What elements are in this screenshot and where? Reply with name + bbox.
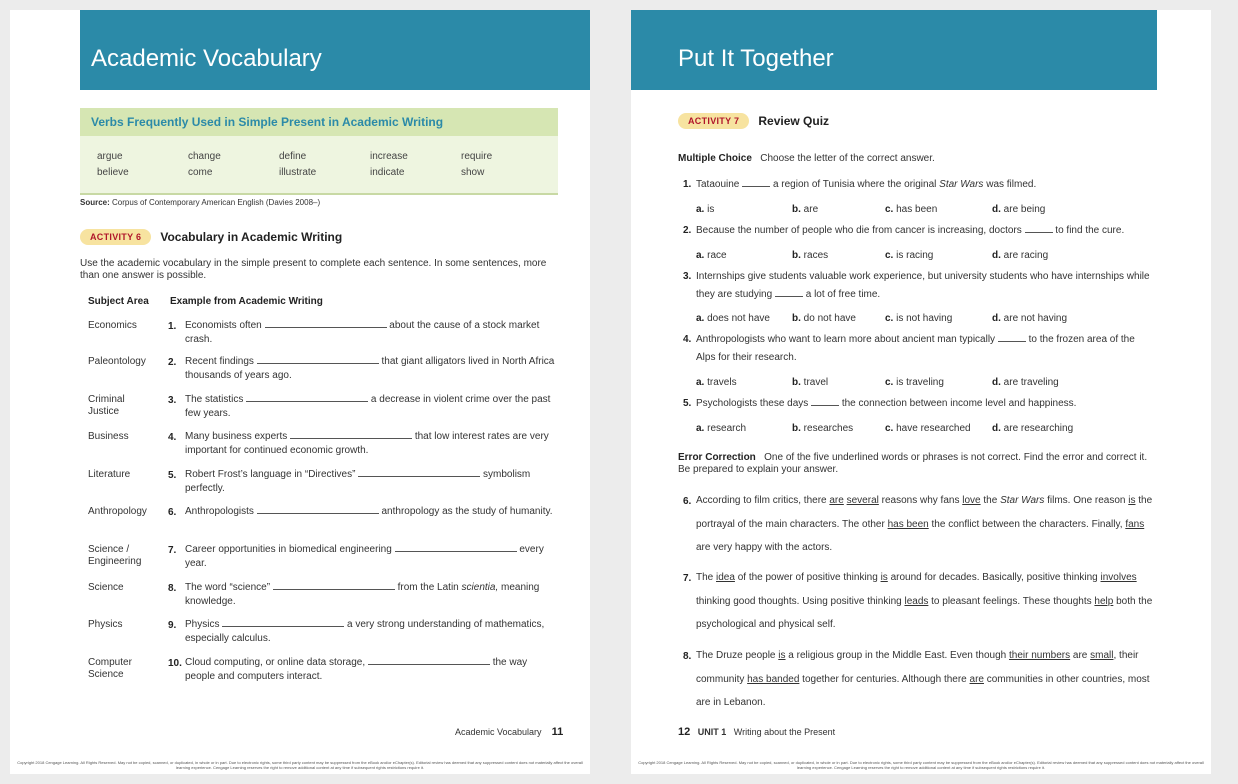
subject-area: Computer Science: [88, 657, 132, 680]
question-number: 2.: [683, 225, 692, 236]
option-letter: b.: [792, 250, 801, 261]
sentence-start: Economists often: [185, 320, 262, 331]
page-number: 12: [678, 726, 691, 738]
option-letter: a.: [696, 377, 705, 388]
subject-area: Anthropology: [88, 506, 147, 517]
question-part: Because the number of people who die from cancer is increasing, doctors: [696, 225, 1022, 236]
option-text: travels: [707, 377, 737, 388]
sentence-end: a very strong understanding of mathematics, especially calculus.: [185, 619, 545, 644]
passage-text: films. One reason: [1044, 495, 1129, 506]
ec-label: Error Correction: [678, 452, 756, 463]
example-sentence: [185, 505, 557, 519]
activity-header: [80, 229, 342, 245]
passage-text: The Druze people: [696, 650, 779, 661]
option-letter: c.: [885, 250, 894, 261]
question-number: 4.: [683, 334, 692, 345]
example-sentence: [185, 543, 557, 571]
sentence-end: the way people and computers interact.: [185, 657, 528, 682]
option-letter: d.: [992, 250, 1001, 261]
sentence-end: a decrease in violent crime over the past few years.: [185, 394, 551, 419]
answer-option: [792, 423, 853, 434]
answer-options: [696, 204, 1156, 218]
option-letter: d.: [992, 423, 1001, 434]
vocab-word: come: [188, 167, 213, 178]
example-sentence: [185, 393, 557, 421]
answer-option: [696, 313, 770, 324]
answer-option: [885, 250, 933, 261]
activity-title: Vocabulary in Academic Writing: [160, 230, 343, 244]
subject-area: Physics: [88, 619, 123, 630]
item-number: 9.: [168, 620, 177, 631]
vocab-word: increase: [370, 151, 408, 162]
vocab-word: require: [461, 151, 493, 162]
underlined-phrase: involves: [1100, 572, 1137, 583]
passage-text: to pleasant feelings. These thoughts: [928, 595, 1095, 607]
option-text: are not having: [1003, 313, 1068, 324]
source-text: Corpus of Contemporary American English (Davies 2008–): [112, 198, 321, 207]
option-text: is racing: [896, 250, 934, 261]
column-header-subject: Subject Area: [88, 296, 149, 307]
passage-text: the conflict between the characters. Finally,: [928, 518, 1126, 530]
answer-blank: [273, 581, 395, 590]
example-sentence: [185, 656, 557, 684]
option-text: researches: [803, 423, 854, 434]
unit-label: UNIT 1: [697, 727, 727, 737]
answer-option: [792, 204, 818, 215]
multiple-choice-heading: [678, 153, 1148, 165]
sentence-end: every year.: [185, 544, 544, 569]
sentence-start: The word “science”: [185, 582, 271, 593]
copyright-notice: Copyright 2018 Cengage Learning. All Rights Reserved. May not be copied, scanned, or duplicated, in whole or in part. Due to electronic rights, some third party content may be suppressed from the eBook and/or eChapter(s). Editorial review has deemed that any suppressed content does not materially affect the overall learning experience. Cengage Learning reserves the right to remove additional content at any time if subsequent rights restrictions require it.: [638, 760, 1204, 770]
sentence-end: from the Latin: [397, 582, 459, 593]
sentence-end-2: meaning knowledge.: [185, 582, 540, 607]
option-letter: a.: [696, 204, 705, 215]
subject-area: Business: [88, 431, 129, 442]
footer-label: Academic Vocabulary: [455, 727, 542, 737]
copyright-notice: Copyright 2018 Cengage Learning. All Rights Reserved. May not be copied, scanned, or duplicated, in whole or in part. Due to electronic rights, some third party content may be suppressed from the eBook and/or eChapter(s). Editorial review has deemed that any suppressed content does not materially affect the overall learning experience. Cengage Learning reserves the right to remove additional content at any time if subsequent rights restrictions require it.: [17, 760, 583, 770]
question-part: Tataouine: [696, 179, 740, 190]
answer-option: [696, 377, 737, 388]
sentence-start: Robert Frost’s language in “Directives”: [185, 469, 356, 480]
underlined-phrase: their numbers: [1009, 650, 1071, 661]
answer-blank: [368, 656, 490, 665]
sentence-end: that low interest rates are very important for continued economic growth.: [185, 431, 549, 456]
passage-text: around for decades. Basically, positive thinking: [887, 572, 1101, 583]
sentence-end: that giant alligators lived in North Africa thousands of years ago.: [185, 356, 555, 381]
underlined-phrase: fans: [1125, 518, 1145, 530]
example-sentence: [185, 430, 557, 458]
option-letter: a.: [696, 423, 705, 434]
passage-text: both the psychological and physical self.: [696, 595, 1153, 630]
example-sentence: [185, 618, 557, 646]
vocab-box-title: Verbs Frequently Used in Simple Present in Academic Writing: [80, 108, 558, 136]
passage-text: communities in other countries, most are in Lebanon.: [696, 673, 1150, 708]
sentence-end: symbolism perfectly.: [185, 469, 531, 494]
option-text: research: [707, 423, 747, 434]
option-letter: d.: [992, 313, 1001, 324]
option-letter: a.: [696, 250, 705, 261]
question-number: 8.: [683, 651, 692, 662]
left-page: [10, 10, 590, 774]
answer-blank: [811, 397, 839, 406]
page-title: Academic Vocabulary: [80, 10, 590, 90]
answer-blank: [290, 430, 412, 439]
option-text: are traveling: [1003, 377, 1059, 388]
mc-instructions: Choose the letter of the correct answer.: [760, 153, 935, 164]
passage-text: the: [980, 495, 1001, 506]
passage-text: of the power of positive thinking: [734, 572, 881, 583]
item-number: 1.: [168, 321, 177, 332]
underlined-phrase: small: [1090, 650, 1114, 661]
item-number: 5.: [168, 470, 177, 481]
answer-options: [696, 250, 1156, 264]
underlined-phrase: are: [969, 673, 984, 685]
underlined-phrase: love: [962, 495, 981, 506]
error-correction-passage: [696, 489, 1156, 560]
option-text: are: [803, 204, 819, 215]
ec-instructions: One of the five underlined words or phrases is not correct. Find the error and correct it. Be prepared to explain your answer.: [678, 452, 1148, 475]
vocab-word: illustrate: [279, 167, 317, 178]
error-correction-passage: [696, 644, 1156, 715]
subject-area: Science / Engineering: [88, 544, 142, 567]
sentence-end: about the cause of a stock market crash.: [185, 320, 540, 345]
passage-text: reasons why fans: [878, 495, 963, 506]
question-part: Psychologists these days: [696, 398, 809, 409]
question-text: [696, 268, 1156, 304]
question-part: Anthropologists who want to learn more about ancient man typically: [696, 334, 996, 345]
passage-text: are: [1070, 650, 1091, 661]
source-label: Source:: [80, 198, 110, 207]
option-letter: b.: [792, 423, 801, 434]
answer-option: [792, 377, 828, 388]
underlined-phrase: idea: [716, 572, 735, 583]
item-number: 6.: [168, 507, 177, 518]
question-text: [696, 222, 1156, 240]
subject-area: Literature: [88, 469, 131, 480]
underlined-phrase: are: [829, 495, 844, 506]
example-sentence: [185, 581, 557, 609]
question-number: 7.: [683, 573, 692, 584]
example-sentence: [185, 319, 557, 347]
question-part: was filmed.: [986, 179, 1037, 190]
underlined-phrase: help: [1094, 595, 1114, 607]
question-text: [696, 176, 1156, 194]
vocab-word: argue: [97, 151, 123, 162]
underlined-phrase: has banded: [747, 673, 800, 685]
sentence-start: Career opportunities in biomedical engineering: [185, 544, 392, 555]
answer-blank: [358, 468, 480, 477]
answer-option: [992, 204, 1045, 215]
answer-blank: [395, 543, 517, 552]
subject-area: Paleontology: [88, 356, 146, 367]
page-number: 11: [551, 726, 564, 738]
unit-title: Writing about the Present: [733, 727, 836, 737]
answer-options: [696, 377, 1156, 391]
vocab-box: [80, 108, 558, 195]
answer-option: [992, 250, 1048, 261]
passage-text: According to film critics, there: [696, 495, 830, 506]
activity-instructions: Use the academic vocabulary in the simple present to complete each sentence. In some sentences, more than one answer is possible.: [80, 258, 547, 281]
question-number: 5.: [683, 398, 692, 409]
underlined-phrase: has been: [887, 518, 929, 530]
question-part: a region of Tunisia where the original: [772, 179, 937, 190]
answer-blank: [742, 178, 770, 187]
sentence-start: Physics: [185, 619, 220, 630]
page-footer: [455, 726, 563, 738]
vocab-word-grid: [80, 136, 558, 194]
subject-area: Economics: [88, 320, 137, 331]
answer-option: [696, 204, 714, 215]
answer-option: [792, 250, 828, 261]
passage-text: a religious group in the Middle East. Even though: [785, 650, 1009, 661]
activity-title: Review Quiz: [758, 114, 830, 128]
option-letter: c.: [885, 423, 894, 434]
question-part: the connection between income level and happiness.: [841, 398, 1077, 409]
option-letter: b.: [792, 313, 801, 324]
item-number: 8.: [168, 583, 177, 594]
option-letter: d.: [992, 204, 1001, 215]
example-sentence: [185, 468, 557, 496]
option-text: are researching: [1003, 423, 1074, 434]
option-letter: b.: [792, 377, 801, 388]
item-number: 4.: [168, 432, 177, 443]
passage-text: , their community: [696, 650, 1139, 685]
underlined-phrase: leads: [904, 595, 929, 607]
answer-option: [792, 313, 856, 324]
answer-blank: [257, 355, 379, 364]
underlined-phrase: is: [1128, 495, 1136, 506]
option-text: races: [803, 250, 829, 261]
option-text: has been: [896, 204, 938, 215]
activity-pill: ACTIVITY 6: [80, 229, 151, 245]
vocab-word: define: [279, 151, 307, 162]
error-correction-passage: [696, 566, 1156, 637]
column-header-example: Example from Academic Writing: [170, 296, 323, 307]
option-text: have researched: [896, 423, 971, 434]
sentence-italic: scientia,: [461, 582, 499, 593]
answer-option: [992, 313, 1067, 324]
answer-option: [885, 423, 971, 434]
option-text: are being: [1003, 204, 1046, 215]
option-text: is not having: [896, 313, 953, 324]
answer-option: [992, 423, 1073, 434]
question-number: 1.: [683, 179, 692, 190]
answer-option: [992, 377, 1059, 388]
underlined-phrase: is: [778, 650, 786, 661]
sentence-start: Anthropologists: [185, 506, 254, 517]
underlined-phrase: is: [880, 572, 888, 583]
option-letter: b.: [792, 204, 801, 215]
answer-blank: [257, 505, 379, 514]
option-text: are racing: [1003, 250, 1049, 261]
example-sentence: [185, 355, 557, 383]
answer-options: [696, 423, 1156, 437]
answer-option: [885, 377, 944, 388]
passage-text: the portrayal of the main characters. The other: [696, 495, 1153, 530]
answer-blank: [265, 319, 387, 328]
page-footer: [678, 726, 835, 738]
subject-area: Science: [88, 582, 124, 593]
sentence-end: anthropology as the study of humanity.: [381, 506, 553, 517]
answer-option: [885, 204, 937, 215]
source-citation: [80, 198, 320, 207]
option-text: is traveling: [896, 377, 944, 388]
question-number: 6.: [683, 496, 692, 507]
passage-text: thinking good thoughts. Using positive thinking: [696, 595, 905, 607]
subject-area: Criminal Justice: [88, 394, 125, 417]
option-text: race: [707, 250, 727, 261]
vocab-word: show: [461, 167, 485, 178]
item-number: 10.: [168, 658, 182, 669]
item-number: 2.: [168, 357, 177, 368]
answer-option: [696, 250, 727, 261]
passage-text: The: [696, 572, 717, 583]
passage-italic: Star Wars: [1000, 495, 1045, 506]
vocab-word: indicate: [370, 167, 405, 178]
question-part: Internships give students valuable work experience, but university students who have internships while they are studying: [696, 271, 1150, 300]
question-part: to find the cure.: [1055, 225, 1125, 236]
mc-label: Multiple Choice: [678, 153, 752, 164]
option-text: does not have: [707, 313, 770, 324]
question-text: [696, 395, 1156, 413]
item-number: 7.: [168, 545, 177, 556]
activity-header: [678, 113, 829, 129]
right-page: [631, 10, 1211, 774]
question-part: to the frozen area of the Alps for their research.: [696, 334, 1135, 363]
vocab-word: change: [188, 151, 221, 162]
sentence-start: Cloud computing, or online data storage,: [185, 657, 366, 668]
activity-pill: ACTIVITY 7: [678, 113, 749, 129]
answer-blank: [222, 618, 344, 627]
item-number: 3.: [168, 395, 177, 406]
passage-text: are very happy with the actors.: [696, 542, 833, 553]
answer-blank: [1025, 224, 1053, 233]
answer-blank: [998, 333, 1026, 342]
option-text: is: [707, 204, 715, 215]
answer-options: [696, 313, 1156, 327]
option-letter: d.: [992, 377, 1001, 388]
sentence-start: The statistics: [185, 394, 244, 405]
answer-option: [696, 423, 746, 434]
answer-option: [885, 313, 952, 324]
question-text: [696, 331, 1156, 367]
sentence-start: Recent findings: [185, 356, 254, 367]
question-italic: Star Wars: [939, 179, 984, 190]
sentence-start: Many business experts: [185, 431, 288, 442]
error-correction-heading: [678, 452, 1148, 476]
underlined-phrase: several: [846, 495, 879, 506]
page-title: Put It Together: [631, 10, 1157, 90]
option-text: travel: [803, 377, 829, 388]
passage-text: together for centuries. Although there: [799, 673, 970, 685]
option-letter: a.: [696, 313, 705, 324]
answer-blank: [775, 288, 803, 297]
option-letter: c.: [885, 204, 894, 215]
option-letter: c.: [885, 313, 894, 324]
option-letter: c.: [885, 377, 894, 388]
vocab-word: believe: [97, 167, 129, 178]
option-text: do not have: [803, 313, 856, 324]
answer-blank: [246, 393, 368, 402]
question-number: 3.: [683, 271, 692, 282]
question-part: a lot of free time.: [805, 289, 881, 300]
